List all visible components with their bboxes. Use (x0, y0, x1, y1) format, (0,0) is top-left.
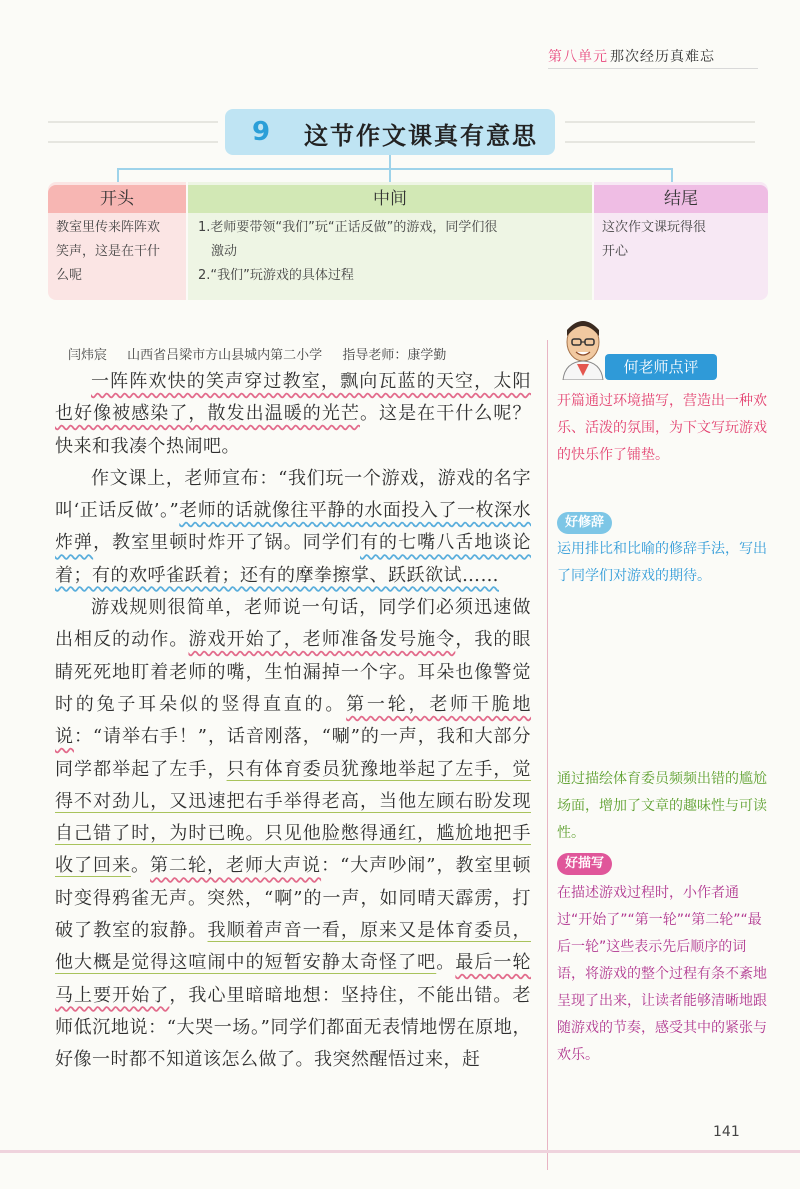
comment-note: 开篇通过环境描写，营造出一种欢乐、活泼的氛围，为下文写玩游戏的快乐作了铺垫。 (557, 393, 767, 463)
rhetoric-badge: 好修辞 (557, 512, 612, 534)
highlight-text: 一阵阵欢快的笑声穿过教室，飘向瓦蓝的天空，太阳也好像被感染了，散发出温暖的光芒 (55, 371, 531, 425)
highlight-text: 老师的话就像往平静的水面投入了一枚深水炸弹 (55, 500, 531, 554)
connector-line (671, 168, 673, 182)
bottom-rule (0, 1150, 800, 1153)
teacher-comment-tag: 何老师点评 (605, 354, 717, 380)
essay-paragraph (55, 592, 531, 1076)
outline-ending (594, 182, 768, 300)
highlight-text: 有的七嘴八舌地谈论着；有的欢呼雀跃着；还有的摩拳擦掌、跃跃欲试…… (55, 532, 531, 586)
highlight-text: 只有体育委员犹豫地举起了左手，觉得不对劲儿，又迅速把右手举得老高，当他左顾右盼发现自己错了时，为时已晚。只见他脸憋得通红，尴尬地把手收了回来 (55, 758, 531, 877)
essay-text: ，教室里顿时炸开了锅。同学们 (93, 532, 360, 554)
essay-text: 。这是在干什么呢？快来和我凑个热闹吧。 (55, 403, 531, 457)
essay-text: ，我心里暗暗地想：坚持住，不能出错。老师低沉地说：“大哭一场。”同学们都面无表情地愣在原地，好像一时都不知道该怎么做了。我突然醒悟过来，赶 (55, 984, 531, 1071)
decor-line (48, 121, 218, 123)
connector-line (389, 155, 391, 169)
connector-line (389, 168, 391, 182)
page-title: 这节作文课真有意思 (304, 121, 538, 150)
teacher-avatar (557, 318, 609, 380)
outline-ending-head: 结尾 (594, 185, 768, 213)
unit-label: 第八单元 (548, 49, 608, 65)
school-name: 山西省吕梁市方山县城内第二小学 (127, 348, 323, 363)
essay-body (55, 366, 531, 1077)
essay-paragraph (55, 366, 531, 463)
essay-text: 游戏规则很简单，老师说一句话，同学们必须迅速做出相反的动作。 (55, 597, 531, 651)
advisor-name: 指导老师：康学勤 (342, 348, 447, 363)
author-name: 闫炜宸 (68, 348, 108, 363)
decor-line (565, 141, 755, 143)
essay-text: 。 (131, 855, 151, 877)
decor-line (565, 121, 755, 123)
essay-text: 。 (436, 952, 456, 974)
outline-line: 激动 (198, 244, 238, 259)
connector-line (117, 168, 119, 182)
essay-text: 作文课上，老师宣布：“我们玩一个游戏，游戏的名字叫‘正话反做’。” (55, 467, 531, 522)
highlight-text: 游戏开始了，老师准备发号施令 (188, 629, 456, 651)
essay-text: ：“大声吵闹”，教室里顿时变得鸦雀无声。突然，“啊”的一声，如同晴天霹雳，打破了教室的寂静。 (55, 855, 532, 942)
comment-note: 通过描绘体育委员频频出错的尴尬场面，增加了文章的趣味性与可读性。 (557, 771, 767, 841)
description-badge: 好描写 (557, 853, 612, 875)
outline-line: 笑声，这是在干什 (56, 244, 161, 259)
essay-paragraph (55, 463, 531, 592)
essay-text: ：“请举右手！”，话音刚落，“唰”的一声，我和大部分同学都举起了左手， (55, 726, 531, 780)
outline-line: 么呢 (56, 268, 83, 283)
highlight-text: 最后一轮马上要开始了 (55, 952, 531, 1006)
outline-opening-head: 开头 (48, 185, 186, 213)
outline-line: 2.“我们”玩游戏的具体过程 (198, 268, 354, 283)
highlight-text: 第二轮，老师大声说 (150, 855, 322, 877)
outline-line: 这次作文课玩得很 (602, 220, 707, 235)
comment-note: 在描述游戏过程时，小作者通过“开始了”“第一轮”“第二轮”“最后一轮”这些表示先后顺序的词语，将游戏的整个过程有条不紊地呈现了出来，让读者能够清晰地跟随游戏的节奏，感受其中的紧张与欢乐。 (557, 885, 767, 1063)
unit-title: 那次经历真难忘 (610, 49, 715, 65)
decor-line (48, 141, 218, 143)
outline-middle (188, 182, 592, 300)
page-number: 141 (713, 1124, 740, 1140)
lesson-number: 9 (251, 117, 271, 147)
essay-text: ，我的眼睛死死地盯着老师的嘴，生怕漏掉一个字。耳朵也像警觉时的兔子耳朵似的竖得直直的。 (55, 629, 531, 715)
outline-line: 1.老师要带领“我们”玩“正话反做”的游戏，同学们很 (198, 220, 498, 235)
outline-line: 教室里传来阵阵欢 (56, 220, 161, 235)
outline-line: 开心 (602, 244, 629, 259)
byline (68, 344, 462, 363)
unit-header (548, 44, 748, 68)
comment-note: 运用排比和比喻的修辞手法，写出了同学们对游戏的期待。 (557, 541, 767, 584)
outline-opening (48, 182, 186, 300)
highlight-text: 我顺着声音一看，原来又是体育委员，他大概是觉得这喧闹中的短暂安静太奇怪了吧 (55, 920, 531, 974)
header-rule (548, 68, 758, 69)
outline-middle-head: 中间 (188, 185, 592, 213)
highlight-text: 第一轮，老师干脆地说 (55, 693, 532, 748)
connector-line (117, 168, 673, 170)
sidebar-rule (547, 340, 548, 1170)
essay-outline (48, 182, 768, 300)
